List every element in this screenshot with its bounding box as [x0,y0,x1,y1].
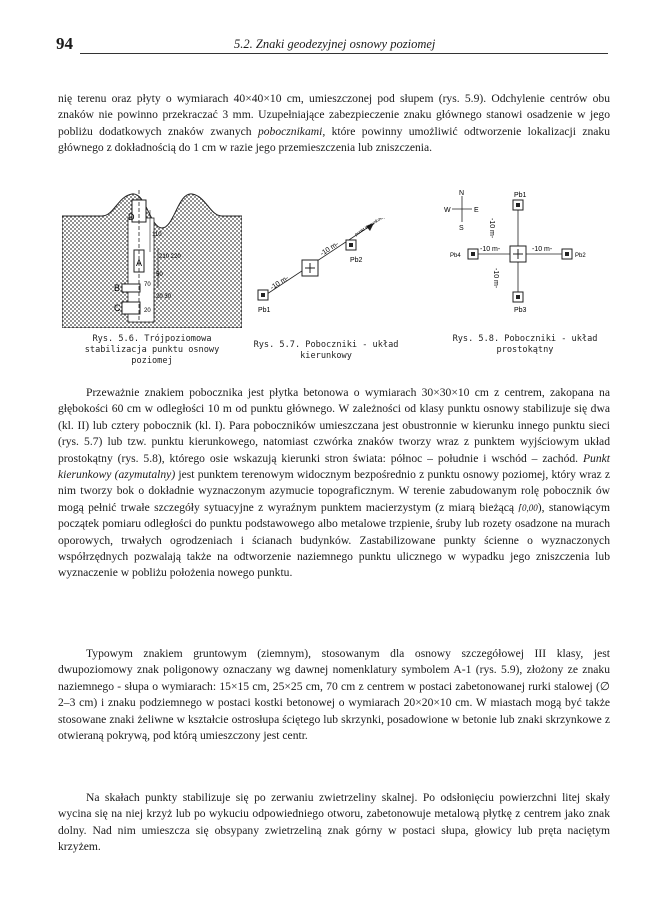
paragraph-2-italic: Punkt kierunkowy (azymutalny) [58,451,610,482]
plate-b [122,284,140,292]
paragraph-1-tail: które powinny umożliwić odtworzenie lokalizacji znaku głównego z dokładnością do 1 cm w razie jego przemieszczenia lub zniszczenia. [58,124,611,155]
figure-5-7 [250,218,400,318]
paragraph-2-marker: ⌈0,00 [518,502,538,513]
paragraph-4: Na skałach punkty stabilizuje się po zerwaniu zwietrzeliny skalnej. Po odsłonięciu powierzchni litej skały wycina się na niej krzyż lub po wykuciu odpowiedniego otworu, zabetonowuje metalową płytkę z centrem jako znak dolny. Nad nim umieszcza się obsypany zwietrzeliną znak górny w postaci słupa, głowicy lub pręta naciętym krzyżem. [58,791,610,854]
label-direction-point: punkt kierunkowy [353,218,386,237]
label-pb1: Pb1 [258,307,271,314]
compass-s: S [459,225,464,232]
compass-n: N [459,190,465,197]
figure-5-8-drawing [440,188,610,318]
label-20: 20 [144,308,151,314]
compass-e: E [474,207,479,214]
label-distance-east: -10 m- [532,246,553,253]
paragraph-1-italic: pobocznikami, [257,124,326,138]
label-210-220: 210 220 [159,254,181,260]
running-title: 5.2. Znaki geodezyjnej osnowy poziomej [234,37,436,51]
label-70: 70 [144,282,151,288]
label-distance-2: -10 m- [319,240,341,258]
paragraph-2-text-a: Przeważnie znakiem pobocznika jest płytka betonowa o wymiarach 30×30×10 cm z centrem, zakopana na głębokości 60 cm w odległości 10 m od punktu głównego. W zależności od klasy punktu osnowy stabilizuje się dwa (kl. II) lub cztery pobocznik (kl. I). Para poboczników umieszczana jest obustronnie w kierunku innego punktu sieci (rys. 5.7) lub tzw. punktu kierunkowego, natomiast czwórka znaków tworzy wraz z punktem wyjściowym układ prostokątny (rys. 5.8), którego osie wskazują kierunki stron świata: północ – południe i wschód – zachód. [58,386,610,465]
label-pb4: Pb4 [450,253,461,259]
figure-5-6-drawing [62,188,242,328]
figure-5-7-drawing [250,218,400,318]
label-pb2: Pb2 [350,257,363,264]
page-number: 94 [56,34,73,53]
paragraph-1-text: nię terenu oraz płyty o wymiarach 40×40×10 cm, umieszczonej pod słupem (rys. 5.9). Odchylenie centrów obu znaków nie powinno przekraczać 3 mm. Uzupełniające zabezpieczenie znaku głównego stanowi osadzenie w jego pobliżu dodatkowych znaków zwanych [58,92,610,138]
label-pb2: Pb2 [575,253,586,259]
paragraph-1 [58,91,610,157]
page-header [56,34,608,56]
paragraph-2-text-c: ), stanowiącym początek pomiaru odległości do punktu podstawowego albo metalowe trzpienie, śruby lub rozety osadzone na murach oporowych, trwałych ogrodzeniach i ścianach budynków. Zastabilizowane punkty ścienne o wyznaczonych współrzędnych pozwalają także na odtworzenie naziemnego punktu ulicznego w wypadku jego zniszczenia lub wyznaczenie w pobliżu położenia nowego punktu. [58,500,610,580]
label-pb1: Pb1 [514,192,527,199]
label-50: 50 [156,272,163,278]
compass-w: W [444,207,451,214]
header-rule [80,53,608,54]
label-b: B [114,283,121,293]
block-c [122,302,140,314]
paragraph-2 [58,385,610,582]
figure-5-6 [62,188,242,328]
label-110: 110 [152,232,162,238]
figure-5-7-caption: Rys. 5.7. Pobocznikі - układ kierunkowy [253,340,399,361]
label-distance-south: -10 m- [492,268,499,289]
label-distance-west: -10 m- [480,246,501,253]
paragraph-3: Typowym znakiem gruntowym (ziemnym), stosowanym dla osnowy szczegółowej III klasy, jest dwupoziomowy znak poligonowy oznaczany wg dawnej nomenklatury symbolem A-1 (rys. 5.9), złożony ze znaku naziemnego - słupa o wymiarach: 15×15 cm, 25×25 cm, 70 cm z centrem w postaci zabetonowanej rurki stalowej (∅ 2–3 cm) i znaku podziemnego w postaci kostki betonowej o wymiarach 20×20×10 cm. W miastach mogą być także stosowane znaki żeliwne w kształcie ostrosłupa ściętego lub skrzynki, posadowione w betonie lub znaki skrzynkowe z otwieraną pokrywą, pod którą umieszczony jest centr. [58,647,610,743]
label-pb3: Pb3 [514,307,527,314]
figure-5-8 [440,188,610,318]
label-c: C [114,303,121,313]
label-distance-1: -10 m- [269,274,291,292]
paragraph-2-text-b: jest punktem terenowym widocznym bezpośrednio z punktu osnowy poziomej, który wraz z nim tworzy bok o dokładnie wyznaczonym azymucie topograficznym. W terenie zabudowanym rolę pobocznik ów mogą pełnić trwałe szczegóły sytuacyjne z wyraźnym punktem macierzystym (z miarą bieżącą [58,468,610,514]
figure-5-8-caption: Rys. 5.8. Poboczniki - układ prostokątny [452,334,598,355]
label-d: D [128,212,135,222]
figure-5-6-caption: Rys. 5.6. Trójpoziomowa stabilizacja punktu osnowy poziomej [84,334,220,366]
label-distance-north: -10 m- [488,218,495,239]
label-a: A [136,258,143,268]
label-20-30: 20 30 [156,294,172,300]
